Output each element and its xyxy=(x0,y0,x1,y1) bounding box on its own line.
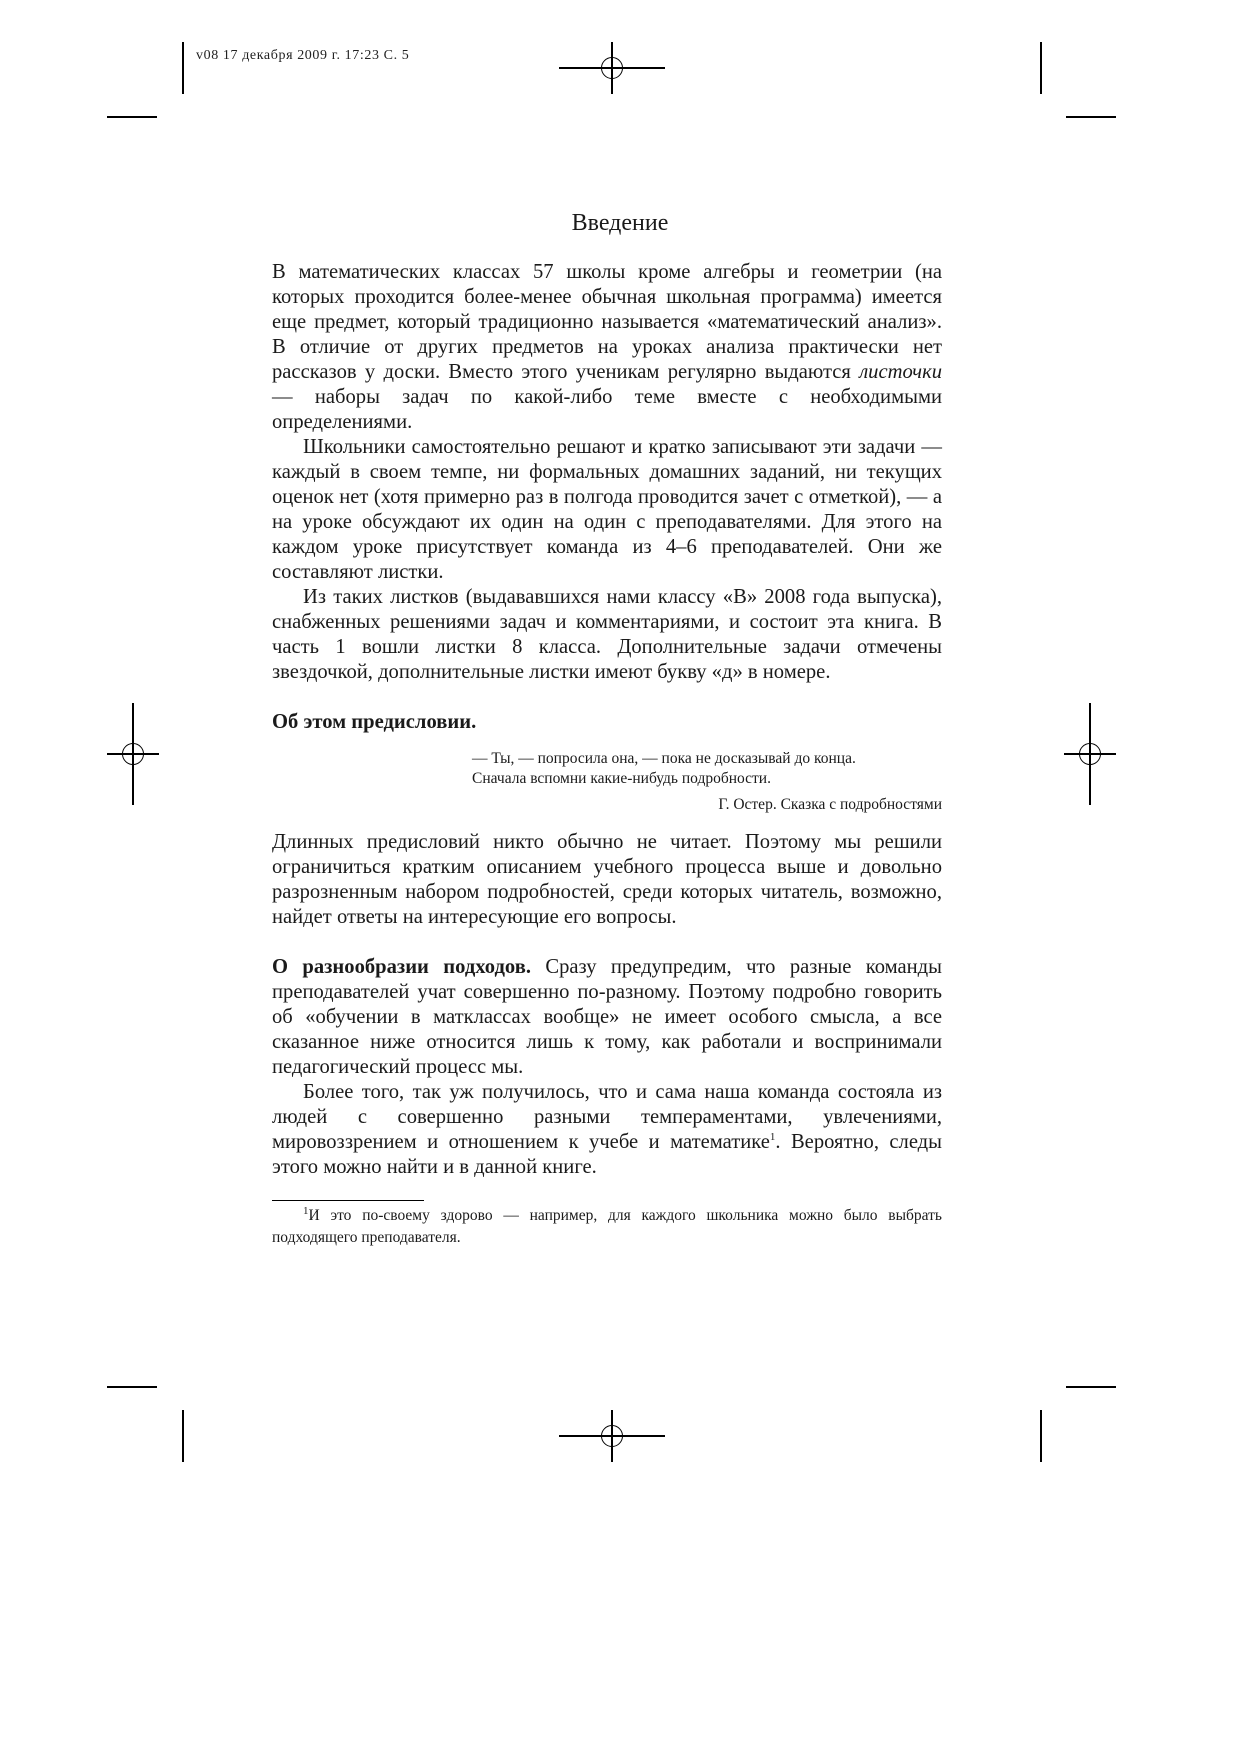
crop-mark xyxy=(1040,1410,1042,1462)
paragraph: Школьники самостоятельно решают и кратко записывают эти задачи — каждый в своем темпе, ни формальных домашних заданий, ни текущих оценок нет (хотя примерно раз в полгода проводится зачет с отметкой), — а на уроке обсуждают их один на один с преподавателями. Для этого на каждом уроке присутствует команда из 4–6 преподавателей. Они же составляют листки. xyxy=(272,436,942,583)
crop-mark xyxy=(107,116,157,118)
crop-mark xyxy=(1066,1386,1116,1388)
paragraph: Длинных предисловий никто обычно не читает. Поэтому мы решили ограничиться кратким описанием учебного процесса выше и довольно разрозненным набором подробностей, среди которых читатель, возможно, найдет ответы на интересующие его вопросы. xyxy=(272,831,942,928)
intro-text xyxy=(272,260,942,685)
epigraph-line: Сначала вспомни какие-нибудь подробности. xyxy=(472,770,771,787)
section-heading: О разнообразии подходов. xyxy=(272,956,531,978)
section-text xyxy=(272,830,942,930)
registration-mark-bottom xyxy=(559,1410,665,1462)
page-title: Введение xyxy=(571,210,669,236)
footnote-ref: 1 xyxy=(769,1131,776,1144)
epigraph-source: Г. Остер. Сказка с подробностями xyxy=(718,796,942,813)
registration-mark-left xyxy=(107,703,159,805)
crop-mark xyxy=(107,1386,157,1388)
print-slug: v08 17 декабря 2009 г. 17:23 С. 5 xyxy=(196,48,410,63)
crop-mark xyxy=(182,42,184,94)
footnote: $^1$И это по-своему здорово — например, для каждого школьника можно было выбрать подходящего преподавателя. xyxy=(272,1204,942,1246)
paragraph: О разнообразии подходов. Сразу предупредим, что разные команды преподавателей учат совершенно по-разному. Поэтому подробно говорить об «обучении в матклассах вообще» не имеет особого смысла, а все сказанное ниже относится лишь к тому, как работали и воспринимали педагогический процесс мы. xyxy=(272,956,942,1078)
crop-mark xyxy=(1066,116,1116,118)
footnote-rule xyxy=(272,1200,424,1201)
section-text xyxy=(272,955,942,1180)
section-heading: Об этом предисловии. xyxy=(272,711,477,733)
crop-mark xyxy=(1040,42,1042,94)
epigraph-line: — Ты, — попросила она, — пока не досказывай до конца. xyxy=(472,750,856,767)
epigraph xyxy=(472,749,942,815)
registration-mark-right xyxy=(1064,703,1116,805)
registration-mark-top xyxy=(559,42,665,94)
footnote-mark: 1 xyxy=(303,1204,309,1217)
paragraph: Более того, так уж получилось, что и сама наша команда состояла из людей с совершенно разными темпераментами, увлечениями, мировоззрением и отношением к учебе и математике$^1$. Вероятно, следы этого можно найти и в данной книге. xyxy=(272,1081,942,1178)
paragraph: Из таких листков (выдававшихся нами классу «В» 2008 года выпуска), снабженных решениями задач и комментариями, и состоит эта книга. В часть 1 вошли листки 8 класса. Дополнительные задачи отмечены звездочкой, дополнительные листки имеют букву «д» в номере. xyxy=(272,586,942,683)
crop-mark xyxy=(182,1410,184,1462)
paragraph: В математических классах 57 школы кроме алгебры и геометрии (на которых проходится более-менее обычная школьная программа) имеется еще предмет, который традиционно называется «математический анализ». В отличие от других предметов на уроках анализа практически нет рассказов у доски. Вместо этого ученикам регулярно выдаются листочки — наборы задач по какой-либо теме вместе с необходимыми определениями. xyxy=(272,261,942,433)
